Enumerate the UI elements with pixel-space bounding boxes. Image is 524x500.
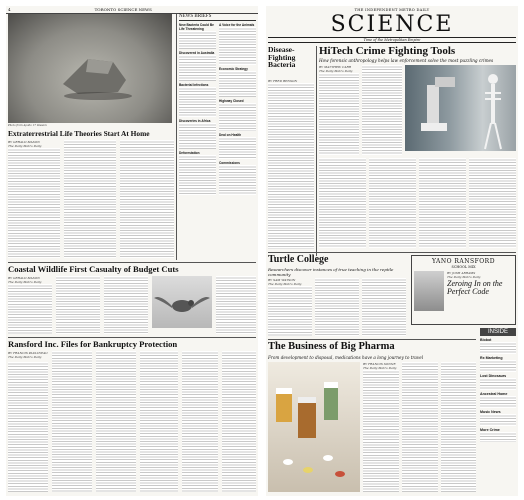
hitech-byline-sub: The Daily Metro Daily [319, 69, 353, 73]
inside-item-2[interactable]: Rx Marketing [480, 356, 503, 360]
moon-article-col3 [120, 140, 174, 258]
inside-item-3[interactable]: Lost Dinosaurs [480, 374, 507, 378]
seabird-photo [152, 276, 212, 328]
turtle-byline-block [268, 278, 312, 286]
coastal-col1 [8, 284, 52, 334]
brief-heading-7: Economic Strategy [219, 67, 248, 71]
microscope-skeleton-graphic [405, 65, 516, 151]
bankruptcy-col2 [52, 351, 92, 492]
bankruptcy-byline: BY FRANCIS PAULINEAU [8, 351, 48, 355]
masthead-title: SCIENCE [330, 12, 454, 37]
bankruptcy-col4 [140, 351, 178, 492]
right-newspaper-page [266, 6, 518, 496]
disease-col [268, 83, 314, 249]
pharma-deck: From development to disposal, medications have a long journey to travel [268, 355, 424, 360]
turtle-col2 [315, 278, 359, 336]
brief-heading-8: Highway Closed [219, 99, 244, 103]
moon-article-byline-block [8, 140, 60, 148]
news-briefs [179, 14, 256, 195]
inside-heading: INSIDE [480, 328, 516, 336]
masthead-top-line: THE INDEPENDENT METRO DAILY [354, 8, 430, 12]
hitech-byline: BY MATTHEW CARR [319, 65, 352, 69]
turtle-headline: Turtle College [268, 254, 329, 265]
boulder-graphic [8, 14, 172, 123]
coastal-col4 [216, 276, 256, 334]
turtle-col1 [268, 286, 312, 336]
coastal-byline-block [8, 276, 60, 284]
bird-graphic [152, 276, 212, 328]
bankruptcy-col6 [222, 351, 256, 492]
inside-item-6[interactable]: More Crime [480, 428, 500, 432]
moon-article-col2 [64, 140, 116, 258]
pills-photo [268, 362, 360, 492]
right-section-divider-2 [268, 339, 476, 340]
yano-subtitle: SCHOOL MIX [451, 265, 476, 269]
inside-item-1[interactable]: Biobot [480, 338, 492, 342]
right-column-divider [316, 46, 317, 256]
bankruptcy-col3 [96, 351, 136, 492]
brief-heading-3: Bacterial Infections [179, 83, 209, 87]
brief-heading-2: Discovered in Australia [179, 51, 215, 55]
brief-heading-1: New Bacteria Could Be Life Threatening [179, 23, 214, 31]
running-head-title: TORONTO SCIENCE NEWS [94, 7, 152, 12]
bankruptcy-col5 [182, 351, 218, 492]
pill-bottles-graphic [268, 362, 360, 492]
yano-title: YANO RANSFORD [431, 258, 496, 265]
coastal-byline: BY GERALD MASON [8, 276, 40, 280]
section-divider-1 [8, 262, 256, 263]
brief-heading-4: Discoveries in Africa [179, 119, 211, 123]
turtle-byline-sub: The Daily Metro Daily [268, 282, 302, 286]
pharma-col1 [363, 370, 399, 492]
hitech-headline: HiTech Crime Fighting Tools [319, 45, 456, 57]
page-folio: 4 [8, 7, 11, 12]
pharma-byline-block [363, 362, 399, 370]
masthead-bar [268, 37, 516, 43]
pharma-byline-sub: The Daily Metro Daily [363, 366, 397, 370]
pharma-headline: The Business of Big Pharma [268, 341, 395, 352]
coastal-headline: Coastal Wildlife First Casualty of Budget Cuts [8, 264, 179, 274]
turtle-col3 [362, 278, 406, 336]
bankruptcy-col1 [8, 362, 48, 492]
hitech-byline-block [319, 65, 359, 73]
right-section-divider-1 [268, 252, 516, 253]
yano-byline: BY JOSH ABRAMS [447, 271, 476, 275]
hitech-col1 [319, 73, 359, 155]
news-briefs-heading: NEWS BRIEFS [179, 14, 256, 21]
yano-feature-headline: Zeroing In on the Perfect Code [447, 279, 503, 296]
hitech-deck: How forensic anthropology helps law enforcement solve the most puzzling crimes [319, 58, 494, 63]
moon-rock-photo [8, 14, 172, 123]
coastal-col3 [104, 276, 148, 334]
brief-heading-5: Deforestation [179, 151, 200, 155]
masthead-tagline: Time of the Metropolitan Empire [363, 38, 421, 42]
coastal-byline-sub: The Daily Metro Daily [8, 280, 42, 284]
left-running-head [6, 6, 258, 14]
disease-headline: Disease-Fighting Bacteria [268, 45, 296, 70]
left-newspaper-page [6, 6, 258, 496]
briefs-divider [176, 14, 177, 260]
coastal-col2 [56, 276, 100, 334]
disease-byline: BY FRED BENSON [268, 79, 298, 83]
moon-byline-sub: The Daily Metro Daily [8, 144, 42, 148]
turtle-deck: Researchers discover instances of true teaching in the reptile community [268, 267, 394, 277]
turtle-byline: BY SAM WATSON [268, 278, 296, 282]
inside-item-5[interactable]: Music News [480, 410, 501, 414]
inside-sidebar [480, 328, 516, 442]
pharma-col3 [441, 362, 476, 492]
pharma-byline: BY FRANCIS SONNE [363, 362, 396, 366]
hitech-col4 [369, 158, 416, 248]
moon-byline: BY GERALD MASON [8, 140, 40, 144]
hitech-col5 [419, 158, 466, 248]
moon-article-col1 [8, 148, 60, 258]
hitech-col6 [469, 158, 516, 248]
brief-heading-10: Commissions [219, 161, 240, 165]
section-divider-2 [8, 337, 256, 338]
hitech-col3 [319, 158, 366, 248]
pharma-col2 [402, 362, 438, 492]
inside-item-4[interactable]: Ancestral Home [480, 392, 508, 396]
bankruptcy-headline: Ransford Inc. Files for Bankruptcy Protection [8, 339, 178, 349]
bankruptcy-byline-block [8, 351, 48, 359]
hitech-col2 [362, 65, 402, 155]
yano-byline-sub: The Daily Metro Daily [447, 275, 481, 279]
yano-portrait [414, 271, 444, 311]
lab-photo [405, 65, 516, 151]
moon-headline: Extraterrestrial Life Theories Start At Home [8, 129, 150, 138]
brief-heading-6: A Voice for the Animals [219, 23, 255, 27]
bankruptcy-byline-sub: The Daily Metro Daily [8, 355, 42, 359]
moon-photo-caption: Photo from Apollo 17 mission [8, 124, 47, 127]
brief-heading-9: Deal on Health [219, 133, 242, 137]
yano-box [411, 255, 516, 325]
